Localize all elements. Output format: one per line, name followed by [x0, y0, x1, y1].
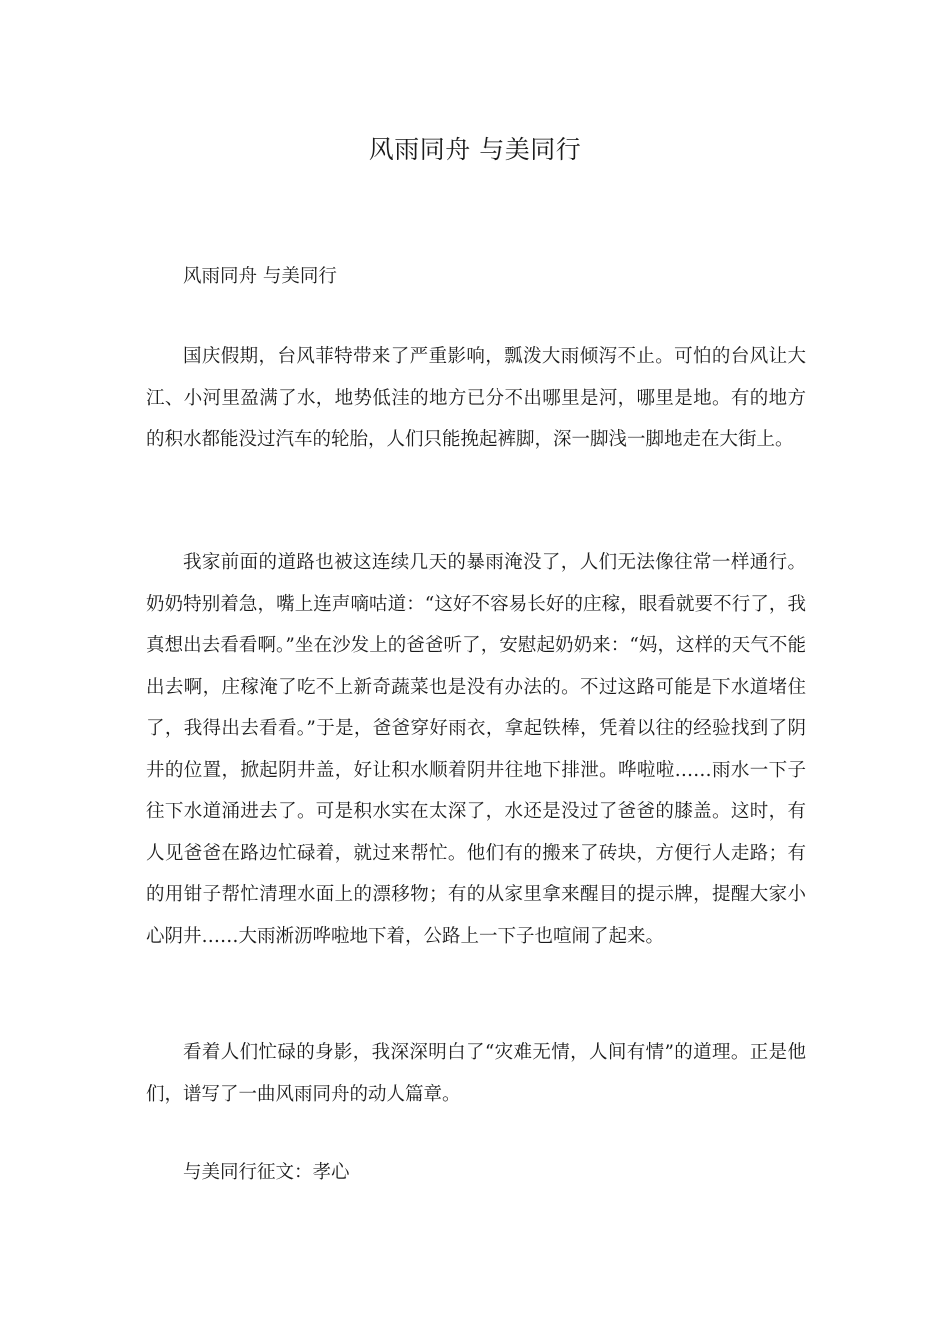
- paragraph-text: 国庆假期，台风菲特带来了严重影响，瓢泼大雨倾泻不止。可怕的台风让大江、小河里盈满了水，地势低洼的地方已分不出哪里是河，哪里是地。有的地方的积水都能没过汽车的轮胎，人们只能挽起裤脚，深一脚浅一脚地走在大街上。: [146, 346, 806, 450]
- signature: [146, 1152, 806, 1194]
- subtitle-text: 风雨同舟 与美同行: [183, 266, 337, 287]
- paragraph-3: [146, 1032, 806, 1115]
- paragraph-2: [146, 542, 806, 957]
- signature-text: 与美同行征文：孝心: [183, 1162, 350, 1183]
- paragraph-1: [146, 336, 806, 461]
- paragraph-text: 我家前面的道路也被这连续几天的暴雨淹没了，人们无法像往常一样通行。奶奶特别着急，嘴上连声嘀咕道：“这好不容易长好的庄稼，眼看就要不行了，我真想出去看看啊。”坐在沙发上的爸爸听了，安慰起奶奶来：“妈，这样的天气不能出去啊，庄稼淹了吃不上新奇蔬菜也是没有办法的。不过这路可能是下水道堵住了，我得出去看看。”于是，爸爸穿好雨衣，拿起铁棒，凭着以往的经验找到了阴井的位置，掀起阴井盖，好让积水顺着阴井往地下排泄。哗啦啦……雨水一下子往下水道涌进去了。可是积水实在太深了，水还是没过了爸爸的膝盖。这时，有人见爸爸在路边忙碌着，就过来帮忙。他们有的搬来了砖块，方便行人走路；有的用钳子帮忙清理水面上的漂移物；有的从家里拿来醒目的提示牌，提醒大家小心阴井……大雨淅沥哗啦地下着，公路上一下子也喧闹了起来。: [146, 552, 806, 947]
- paragraph-text: 看着人们忙碌的身影，我深深明白了“灾难无情，人间有情”的道理。正是他们，谱写了一曲风雨同舟的动人篇章。: [146, 1042, 806, 1105]
- page-title: 风雨同舟 与美同行: [368, 135, 582, 164]
- subtitle: [146, 256, 806, 298]
